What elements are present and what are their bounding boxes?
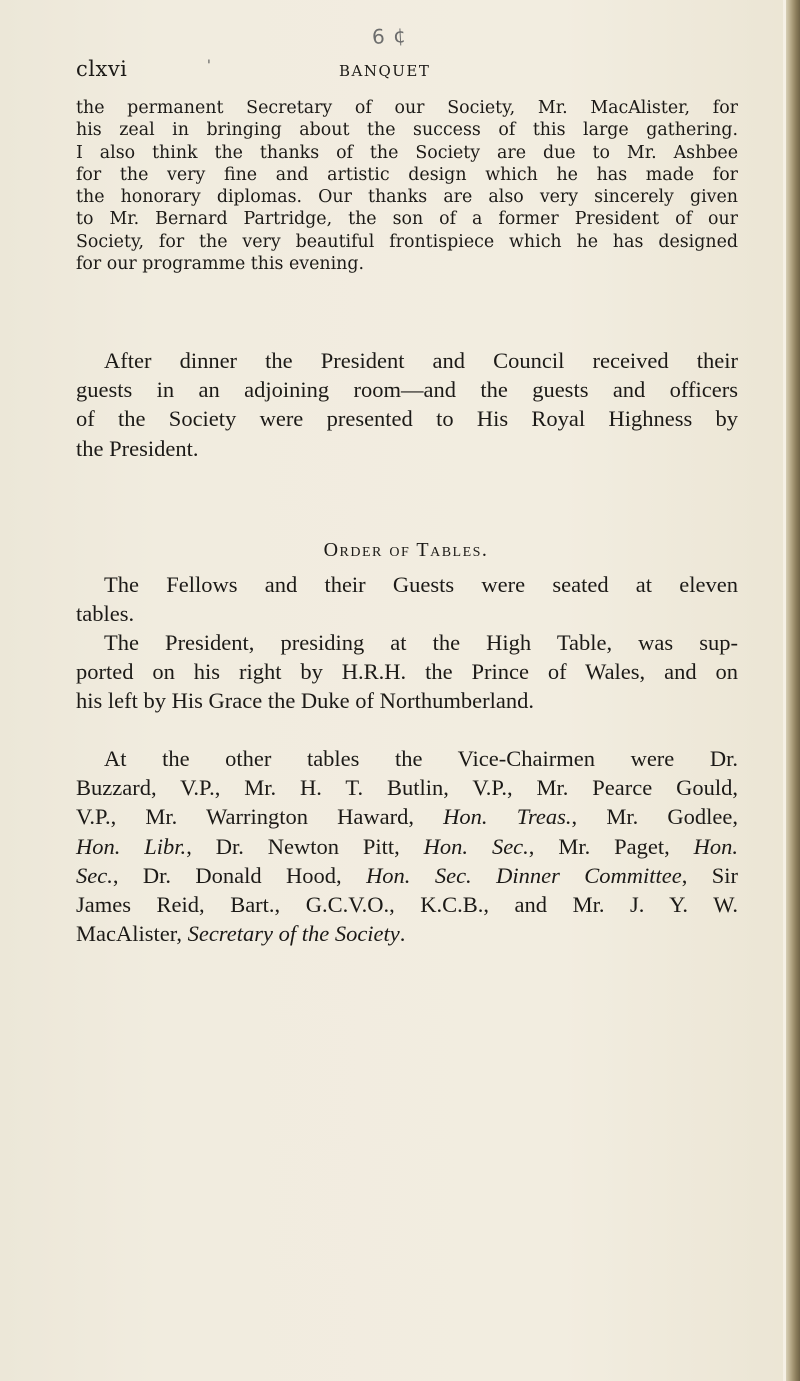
page-edge <box>786 0 800 1381</box>
text-line: The Fellows and their Guests were seated at eleven <box>104 572 738 597</box>
text-line: Buzzard, V.P., Mr. H. T. Butlin, V.P., Mr. Pearce Gould, <box>76 775 738 801</box>
text-run: , Mr. Godlee, <box>571 804 739 830</box>
text-line: James Reid, Bart., G.C.V.O., K.C.B., and Mr. J. Y. W. <box>76 892 738 918</box>
text-line <box>76 861 738 890</box>
text-run: , Dr. Newton Pitt, <box>186 833 424 859</box>
section-heading <box>0 539 800 562</box>
section-heading-text: Order of Tables. <box>323 539 489 561</box>
text-run: , Dr. Donald Hood, <box>112 862 367 888</box>
text-run: . <box>399 921 406 947</box>
text-line: tables. <box>76 601 135 627</box>
text-line: to Mr. Bernard Partridge, the son of a former President of our <box>76 209 738 230</box>
pencil-annotation: 6 ¢ <box>371 23 408 49</box>
italic-title: Hon. Sec. Dinner Committee <box>366 862 682 888</box>
text-line <box>76 919 738 948</box>
paragraph-fellows-seated <box>76 570 738 628</box>
text-run: V.P., Mr. Warrington Haward, <box>76 804 444 830</box>
paragraph-after-dinner <box>76 346 738 463</box>
running-title: BANQUET <box>339 62 431 80</box>
text-line: guests in an adjoining room—and the guests and officers <box>76 377 738 403</box>
paragraph-secretary-thanks <box>76 97 738 275</box>
text-run: , Sir <box>681 862 738 888</box>
text-line: The President, presiding at the High Table, was sup- <box>104 630 738 655</box>
italic-title: Sec. <box>76 862 113 888</box>
tick-mark: ' <box>207 58 211 74</box>
paragraph-high-table <box>76 628 738 716</box>
page-number: clxvi <box>76 57 128 81</box>
italic-title: Hon. <box>693 833 738 859</box>
text-line: the permanent Secretary of our Society, Mr. MacAlister, for <box>76 98 738 118</box>
italic-title: Hon. Treas. <box>443 804 572 830</box>
text-line <box>76 832 738 861</box>
text-run: MacAlister, <box>76 921 188 947</box>
text-run: , Mr. Paget, <box>528 833 694 859</box>
italic-title: Secretary of the Society <box>187 921 400 947</box>
text-line: the honorary diplomas. Our thanks are also very sincerely given <box>76 187 738 208</box>
text-line: of the Society were presented to His Royal Highness by <box>76 406 738 432</box>
text-line: At the other tables the Vice-Chairmen were Dr. <box>104 746 738 771</box>
text-line: his zeal in bringing about the success of this large gathering. <box>76 120 738 141</box>
text-line: for the very fine and artistic design which he has made for <box>76 164 738 185</box>
text-line: his left by His Grace the Duke of Northumberland. <box>76 688 534 714</box>
italic-title: Hon. Libr. <box>76 833 187 859</box>
text-line: I also think the thanks of the Society are due to Mr. Ashbee <box>76 142 738 163</box>
text-line: ported on his right by H.R.H. the Prince of Wales, and on <box>76 659 738 685</box>
italic-title: Hon. Sec. <box>423 833 529 859</box>
text-line: After dinner the President and Council received their <box>104 348 738 373</box>
text-line: for our programme this evening. <box>76 254 365 275</box>
text-line: Society, for the very beautiful frontispiece which he has designed <box>76 231 738 252</box>
paragraph-vice-chairmen <box>76 744 738 948</box>
text-line <box>76 802 738 831</box>
text-line: the President. <box>76 435 199 461</box>
